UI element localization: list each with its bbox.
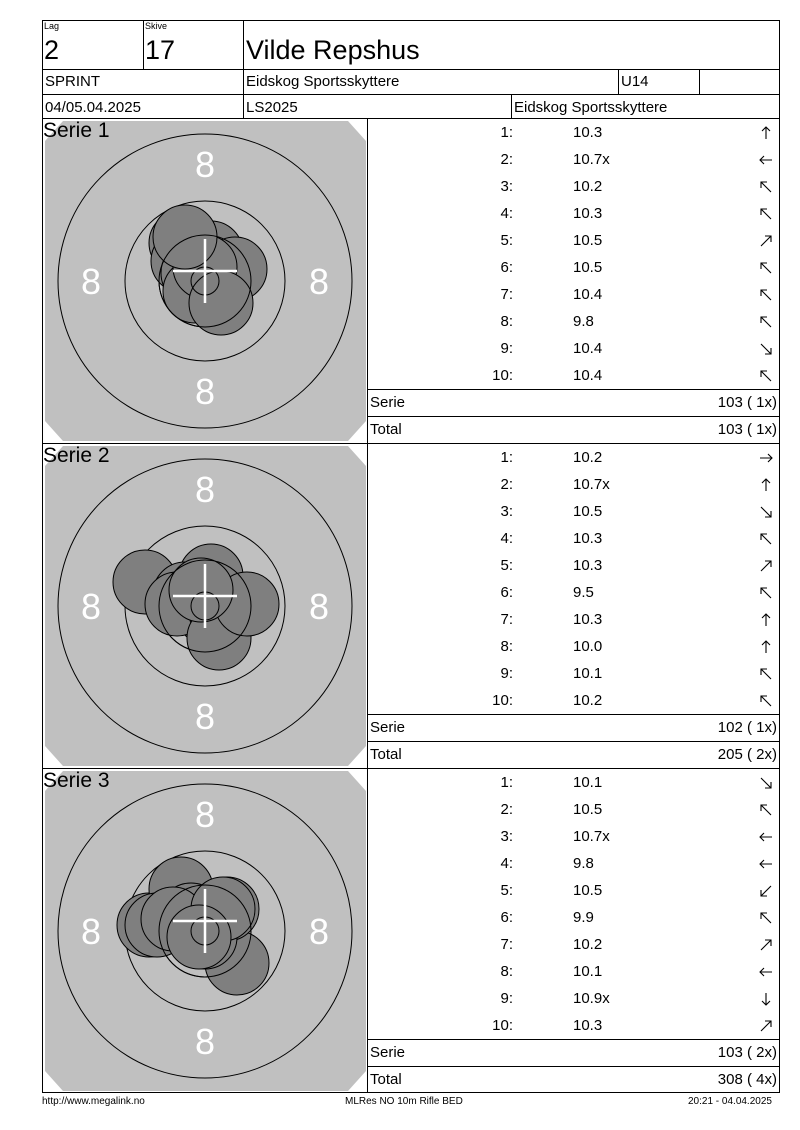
serie-sum-row [368,389,779,416]
shot-number: 1: [500,124,513,141]
skive-cell [144,21,244,70]
shot-value: 10.7x [573,151,610,168]
shot-value: 10.4 [573,286,603,303]
shot-value: 10.1 [573,665,603,682]
shot-value: 10.5 [573,259,603,276]
shot-value: 9.8 [573,855,594,872]
shot-number: 2: [500,801,513,818]
series-block [43,769,779,1093]
shot-row [368,254,779,281]
shot-number: 8: [500,313,513,330]
arrow-down-left-icon [758,883,774,899]
series-list [43,119,779,1093]
footer-timestamp: 20:21 - 04.04.2025 [688,1096,772,1107]
series-title: Serie 2 [43,444,110,467]
arrow-down-right-icon [758,341,774,357]
arrow-up-left-icon [758,206,774,222]
arrow-up-icon [758,639,774,655]
shot-number: 7: [500,286,513,303]
shot-value: 10.3 [573,530,603,547]
serie-score: 103 ( 1x) [717,394,777,411]
date-cell [43,95,244,119]
shot-value: 10.2 [573,449,603,466]
shot-hole [169,558,233,622]
target-image [43,769,368,1093]
shot-number: 9: [500,990,513,1007]
total-sum-row [368,416,779,443]
total-label: Total [370,746,402,763]
arrow-up-left-icon [758,368,774,384]
ring-number: 8 [194,1021,216,1062]
shot-row [368,606,779,633]
shot-row [368,633,779,660]
target-image [43,444,368,768]
ring-number: 8 [308,586,330,627]
total-sum-row [368,741,779,768]
club: Eidskog Sportsskyttere [246,73,400,90]
shot-number: 5: [500,557,513,574]
shot-row [368,471,779,498]
shot-row [368,1012,779,1039]
date: 04/05.04.2025 [45,99,141,116]
scorecard [42,20,780,1093]
shot-row [368,525,779,552]
arrow-up-left-icon [758,802,774,818]
arrow-left-icon [758,964,774,980]
shot-number: 9: [500,340,513,357]
shot-row [368,498,779,525]
shot-number: 6: [500,259,513,276]
shot-value: 10.2 [573,936,603,953]
ring-number: 8 [194,794,216,835]
shot-value: 10.1 [573,963,603,980]
arrow-down-icon [758,991,774,1007]
total-score: 103 ( 1x) [717,421,777,438]
shot-number: 3: [500,828,513,845]
shot-number: 5: [500,882,513,899]
skive-label: Skive [145,21,168,31]
shot-row [368,904,779,931]
shot-number: 3: [500,178,513,195]
arrow-up-left-icon [758,585,774,601]
shot-list [368,119,779,389]
arrow-up-left-icon [758,260,774,276]
organizer-cell [512,95,779,119]
series-block [43,119,779,444]
shot-value: 10.2 [573,178,603,195]
shot-value: 10.0 [573,638,603,655]
ring-number: 8 [80,261,102,302]
shot-number: 4: [500,205,513,222]
series-title: Serie 1 [43,119,110,142]
shot-row [368,579,779,606]
shot-value: 10.7x [573,476,610,493]
shot-row [368,444,779,471]
program: SPRINT [45,73,101,90]
shot-row [368,660,779,687]
shot-value: 9.9 [573,909,594,926]
shot-row [368,796,779,823]
arrow-up-right-icon [758,233,774,249]
serie-score: 102 ( 1x) [717,719,777,736]
arrow-up-icon [758,125,774,141]
arrow-up-left-icon [758,314,774,330]
serie-label: Serie [370,719,406,736]
program-cell [43,70,244,95]
competition-cell [244,95,512,119]
shot-value: 10.9x [573,990,610,1007]
arrow-down-right-icon [758,504,774,520]
shot-number: 4: [500,530,513,547]
competition-code: LS2025 [246,99,298,116]
arrow-up-left-icon [758,666,774,682]
arrow-right-icon [758,450,774,466]
target-svg [43,769,368,1093]
serie-label: Serie [370,1044,406,1061]
shot-row [368,146,779,173]
shot-hole [153,205,217,269]
shot-number: 5: [500,232,513,249]
shot-value: 9.5 [573,584,594,601]
shot-number: 3: [500,503,513,520]
shot-number: 7: [500,611,513,628]
shot-number: 7: [500,936,513,953]
arrow-up-left-icon [758,910,774,926]
shot-row [368,362,779,389]
ring-number: 8 [308,261,330,302]
shot-number: 10: [492,692,513,709]
arrow-up-icon [758,612,774,628]
shot-row [368,687,779,714]
shot-value: 10.1 [573,774,603,791]
shot-number: 2: [500,476,513,493]
arrow-up-left-icon [758,287,774,303]
shot-row [368,173,779,200]
shot-row [368,958,779,985]
shot-number: 2: [500,151,513,168]
shot-row [368,200,779,227]
shot-row [368,227,779,254]
ring-number: 8 [194,469,216,510]
shot-row [368,769,779,796]
shot-row [368,308,779,335]
shot-list [368,769,779,1039]
arrow-left-icon [758,152,774,168]
skive-value: 17 [145,35,176,65]
total-label: Total [370,1071,402,1088]
serie-score: 103 ( 2x) [717,1044,777,1061]
serie-label: Serie [370,394,406,411]
arrow-up-right-icon [758,1018,774,1034]
shot-value: 10.3 [573,557,603,574]
shot-row [368,877,779,904]
shot-number: 8: [500,963,513,980]
club-cell [244,70,619,95]
arrow-left-icon [758,829,774,845]
shot-row [368,281,779,308]
shot-value: 10.4 [573,340,603,357]
ring-number: 8 [80,911,102,952]
shooter-name: Vilde Repshus [246,35,420,65]
arrow-down-right-icon [758,775,774,791]
ring-number: 8 [194,144,216,185]
class: U14 [621,73,649,90]
ring-number: 8 [194,696,216,737]
arrow-up-right-icon [758,558,774,574]
shot-value: 9.8 [573,313,594,330]
shot-value: 10.5 [573,882,603,899]
empty-cell [700,70,779,95]
lag-cell [43,21,144,70]
footer-website: http://www.megalink.no [42,1096,145,1107]
shot-value: 10.3 [573,205,603,222]
arrow-up-left-icon [758,531,774,547]
shot-hole [167,905,231,969]
shot-value: 10.2 [573,692,603,709]
shot-hole [189,271,253,335]
arrow-up-right-icon [758,937,774,953]
shot-value: 10.7x [573,828,610,845]
serie-sum-row [368,1039,779,1066]
arrow-left-icon [758,856,774,872]
shot-number: 6: [500,909,513,926]
series-block [43,444,779,769]
shot-value: 10.5 [573,503,603,520]
arrow-up-left-icon [758,179,774,195]
target-svg [43,119,368,443]
shot-number: 4: [500,855,513,872]
shot-number: 10: [492,1017,513,1034]
shot-value: 10.3 [573,1017,603,1034]
shot-number: 8: [500,638,513,655]
shot-row [368,985,779,1012]
arrow-up-left-icon [758,693,774,709]
shot-value: 10.3 [573,611,603,628]
serie-sum-row [368,714,779,741]
shot-number: 1: [500,774,513,791]
ring-number: 8 [80,586,102,627]
shot-number: 10: [492,367,513,384]
lag-value: 2 [44,35,60,65]
ring-number: 8 [194,371,216,412]
arrow-up-icon [758,477,774,493]
class-cell [619,70,700,95]
shot-number: 9: [500,665,513,682]
shot-number: 1: [500,449,513,466]
shot-row [368,850,779,877]
name-cell [244,21,779,70]
organizer: Eidskog Sportsskyttere [514,99,668,116]
total-score: 205 ( 2x) [717,746,777,763]
shot-row [368,552,779,579]
lag-label: Lag [44,21,60,31]
ring-number: 8 [308,911,330,952]
series-title: Serie 3 [43,769,110,792]
shot-row [368,119,779,146]
shot-value: 10.4 [573,367,603,384]
target-image [43,119,368,443]
shot-row [368,823,779,850]
shot-number: 6: [500,584,513,601]
target-svg [43,444,368,768]
shot-value: 10.5 [573,232,603,249]
shot-list [368,444,779,714]
shot-value: 10.5 [573,801,603,818]
total-sum-row [368,1066,779,1093]
total-score: 308 ( 4x) [717,1071,777,1088]
total-label: Total [370,421,402,438]
shot-row [368,931,779,958]
footer-software: MLRes NO 10m Rifle BED [345,1096,463,1107]
shot-row [368,335,779,362]
shot-value: 10.3 [573,124,603,141]
